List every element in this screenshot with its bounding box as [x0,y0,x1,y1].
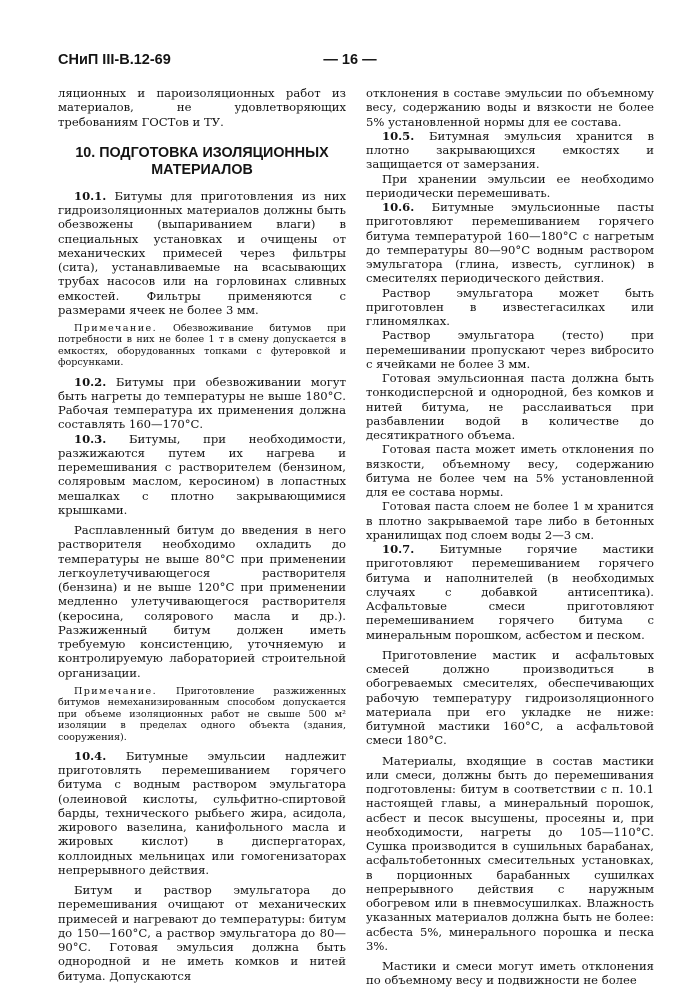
note-text: Приготовление разжиженных битумов немеханизированным способом допускается при объеме изоляционных работ не свыше 500 м² изоляции в пределах одного объекта (здания, сооружения). [58,685,346,743]
clause-number: 10.7. [382,542,415,556]
paragraph: Битум и раствор эмульгатора до перемешивания очищают от механических примесей и нагревают до температуры: битум до 150—160°С, а раствор эмульгатора до 80—90°С. Готовая эмульсия должна быть однородной и не иметь комков и нитей битума. Допускаются [58,883,346,983]
clause-number: 10.2. [74,374,107,389]
paragraph: При хранении эмульсии ее необходимо периодически перемешивать. [366,171,654,200]
paragraph-10-3 [58,432,346,518]
paragraph: Приготовление мастик и асфальтовых смесей должно производиться в обогреваемых смесителях, обеспечивающих рабочую температуру гидроизоляционного материала при его укладке не ниже: битумной мастики 160°С, а асфальтовой смеси 180°С. [366,647,654,748]
paragraph-text: Битумные эмульсии надлежит приготовлять перемешиванием горячего битума с водным раствором эмульгатора (олеиновой кислоты, сульфитно-спиртовой барды, технического рыбьего жира, асидола, жирового вазелина, канифольного масла и жировых кислот) в диспергаторах, коллоидных мельницах или гомогенизаторах непрерывного действия. [58,748,346,877]
note [58,686,346,743]
paragraph: Готовая эмульсионная паста должна быть тонкодисперсной и однородной, без комков и нитей битума, не расслаиваться при разбавлении водой в количестве до десятикратного объема. [366,371,654,442]
section-title: 10. ПОДГОТОВКА ИЗОЛЯЦИОННЫХ МАТЕРИАЛОВ [75,144,329,178]
clause-number: 10.4. [74,748,107,763]
clause-number: 10.1. [74,188,107,203]
paragraph: Материалы, входящие в состав мастики или смеси, должны быть до перемешивания подготовлены: битум в соответствии с п. 10.1 настоящей главы, а минеральный порошок, асбест и песок высушены, просеяны и, при необходимости, нагреты до 105—110°С. Сушка производится в сушильных барабанах, асфальтобетонных смесительных установках, в порционных барабанных сушилках непрерывного действия с наружным обогревом или в пневмосушилках. Влажность указанных материалов должна быть не более: асбеста 5%, минерального порошка и песка 3%. [366,753,654,953]
text-columns [58,86,654,988]
paragraph: Готовая паста слоем не более 1 м хранится в плотно закрываемой таре либо в бетонных хранилищах под слоем воды 2—3 см. [366,499,654,542]
paragraph-text: Битумные эмульсионные пасты приготовляют перемешиванием горячего битума температурой 160—180°С с нагретым до температуры 80—90°С водным раствором эмульгатора (глина, известь, суглинок) в смесителях периодического действия. [366,200,655,286]
page-number: — 16 — [323,52,377,68]
clause-number: 10.6. [382,200,415,214]
paragraph-text: Битумы для приготовления из них гидроизоляционных материалов должны быть обезвожены (выпариванием влаги) в специальных установках и очищены от механических примесей через фильтры (сита), устанавливаемые на всасывающих трубах насосов или на горловинах сливных емкостей. Фильтры применяются с размерами ячеек не более 3 мм. [58,188,346,317]
paragraph-text: Битумная эмульсия хранится в плотно закрывающихся емкостях и защищается от замерзания. [366,128,655,172]
note-text: Обезвоживание битумов при потребности в них не более 1 т в смену допускается в емкостях, оборудованных топками с футеровкой и форсунками. [58,323,346,369]
paragraph: Расплавленный битум до введения в него растворителя необходимо охладить до температуры не выше 80°С при применении легкоулетучивающегося растворителя (бензина) и не выше 120°С при применении медленно улетучивающегося растворителя (керосина, солярового масла и др.). Разжиженный битум должен иметь требуемую консистенцию, уточняемую и контролируемую лабораторией строительной организации. [58,523,346,680]
paragraph-10-1 [58,189,346,317]
paragraph-text: Битумы при обезвоживании могут быть нагреты до температуры не выше 180°С. Рабочая температура их применения должна составлять 160—170°С. [58,374,347,432]
document-code: СНиП III-В.12-69 [58,52,171,68]
paragraph: отклонения в составе эмульсии по объемному весу, содержанию воды и вязкости не более 5% установленной нормы для ее состава. [366,86,654,129]
clause-number: 10.5. [382,128,415,143]
left-column [58,86,346,988]
right-column [366,86,654,988]
paragraph-10-2 [58,375,346,432]
paragraph: Готовая паста может иметь отклонения по вязкости, объемному весу, содержанию битума не более чем на 5% установленной для ее состава нормы. [366,442,654,499]
paragraph: Раствор эмульгатора может быть приготовлен в известегасилках или глиномялках. [366,285,654,328]
paragraph: ляционных и пароизоляционных работ из материалов, не удовлетворяющих требованиям ГОСТов и ТУ. [58,86,346,129]
paragraph-text: Битумные горячие мастики приготовляют перемешиванием горячего битума и наполнителей (в необходимых случаях с добавкой антисептика). Асфальтовые смеси приготовляют перемешиванием горячего битума с минеральным порошком, асбестом и песком. [366,542,654,642]
clause-number: 10.3. [74,431,107,446]
page-header [58,52,654,68]
paragraph-10-7 [366,542,654,642]
paragraph: Мастики и смеси могут иметь отклонения по объемному весу и подвижности не более [366,959,654,988]
note [58,323,346,369]
note-label: Примечание. [74,323,158,334]
note-label: Примечание. [74,685,158,697]
paragraph: Раствор эмульгатора (тесто) при перемешивании пропускают через вибросито с ячейками не более 3 мм. [366,328,654,371]
paragraph-text: Битумы, при необходимости, разжижаются путем их нагрева и перемешивания с растворителем (бензином, соляровым маслом, керосином) в лопастных мешалках с плотно закрывающимися крышками. [58,431,346,517]
paragraph-10-6 [366,200,654,286]
paragraph-10-5 [366,129,654,172]
paragraph-10-4 [58,749,346,877]
